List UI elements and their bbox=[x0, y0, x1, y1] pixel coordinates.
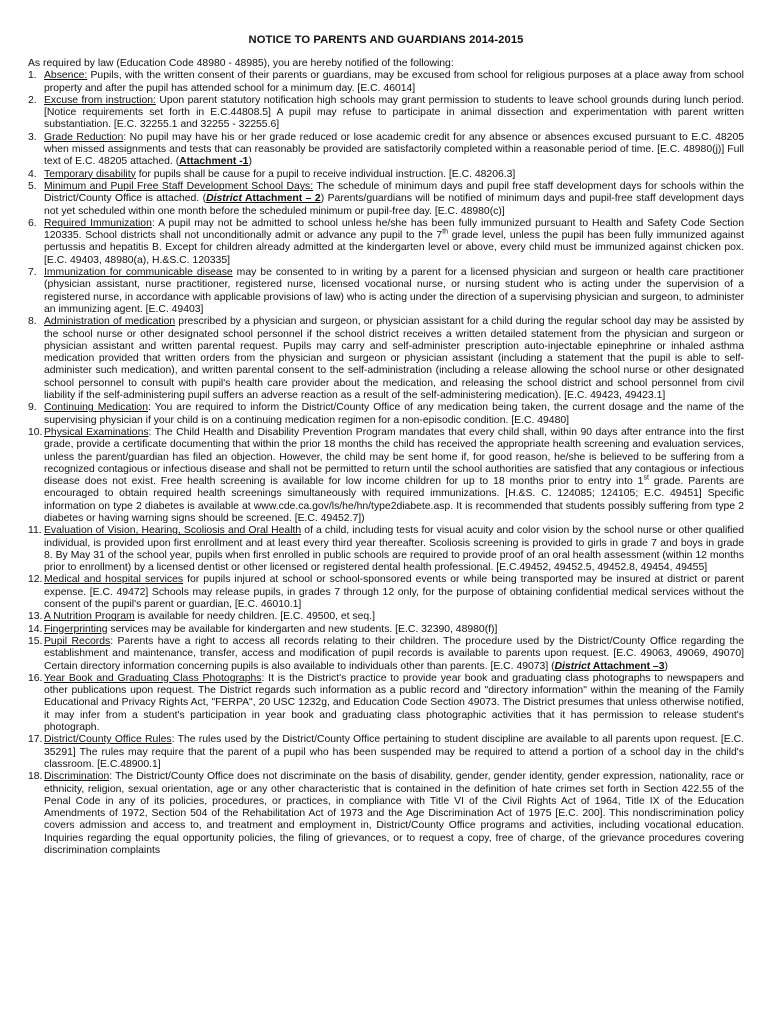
item-number: 12. bbox=[28, 574, 43, 586]
list-item bbox=[28, 525, 744, 574]
list-item bbox=[28, 771, 744, 857]
item-text: : It is the District's practice to provide year book and graduating class photographs to newspapers and other publications upon request. The District regards such information as a public record and "directory information" within the meaning of the Family Educational and Privacy Rights Act, "FERPA", 20 USC 1232g, and Education Code Section 49073. The District presumes that unless otherwise notified, it may infer from a student's participation in year book and graduating class photographic activities that it has permission to release student's photograph. bbox=[44, 672, 745, 734]
item-number: 2. bbox=[28, 94, 37, 106]
item-number: 14. bbox=[28, 623, 43, 635]
notice-list bbox=[28, 70, 744, 857]
item-text: : The Child Health and Disability Prevention Program mandates that every child shall, within 90 days after entrance into the first grade, provide a certificate documenting that within the prior 18 months the child has received the appropriate health screening and evaluation services, unless the parent/guardian has filed an objection. However, the child may be sent home if, for good reason, he/she is believed to be suffering from a recognized contagious or infectious disease and shall not be permitted to return until the school authorities are satisfied that any contagious or infectious disease does not exist. Free health screening is available for low income children for up to 18 months prior to entry into 1 bbox=[44, 426, 745, 488]
item-text: may be consented to in writing by a parent for a licensed physician and surgeon or health care practitioner (physician assistant, nurse practitioner, registered nurse, licensed vocational nurse, or nursing student who is acting under the supervision of a registered nurse, in accordance with applicable provisions of law) who is acting under the direction of a supervising physician and surgeon, to administer an immunizing agent. [E.C. 49403] bbox=[44, 267, 744, 315]
item-heading: Temporary disability bbox=[44, 168, 136, 180]
attachment-ref-prefix: District bbox=[206, 193, 242, 205]
item-text: for pupils injured at school or school-sponsored events or while being transported may be insured at district or parent expense. [E.C. 49472] Schools may release pupils, in grades 7 through 12 only, for the purpose of obtaining confidential medical services without the consent of the pupil's parent or guardian, [E.C. 46010.1] bbox=[44, 574, 744, 611]
item-number: 3. bbox=[28, 131, 37, 143]
item-text: of a child, including tests for visual acuity and color vision by the school nurse or other qualified individual, is provided upon first enrollment and at least every third year thereafter. Scoliosis screening is provided to girls in grade 7 and boys in grade 8. By May 31 of the school year, pupils when first enrolled in public schools are required to provide proof of an oral health assessment (within 12 months prior to enrollment) by a licensed dentist or other licensed or registered dental health professional. [E.C.49452, 49452.5, 49452.8, 49454, 49455] bbox=[44, 525, 745, 574]
item-text: : No pupil may have his or her grade reduced or lose academic credit for any absence or absences excused pursuant to E.C. 48205 when missed assignments and tests that can reasonably be provided are satisfactorily completed within a reasonable period of time. [E.C. 48980(j)] Full text of E.C. 48205 attached. ( bbox=[44, 131, 744, 168]
list-item bbox=[28, 218, 744, 267]
page-title: NOTICE TO PARENTS AND GUARDIANS 2014-2015 bbox=[248, 34, 524, 46]
item-text: : The District/County Office does not discriminate on the basis of disability, gender, gender identity, gender expression, nationality, race or ethnicity, religion, sexual orientation, age or any other characteristic that is contained in the definition of hate crimes set forth in Section 422.55 of the Penal Code in any of its policies, procedures, or practices, in compliance with Title VI of the Civil Rights Act of 1964, Title IX of the Education Amendments of 1972, Section 504 of the Rehabilitation Act of 1973 and the Age Discrimination Act of 1975 [E.C. 200]. This nondiscrimination policy covers admission and access to, and treatment and employment in, District/County Office programs and activities, including vocational education. Inquiries regarding the equal opportunity policies, the filing of grievances, or to request a copy, free of charge, of the grievance procedures covering discrimination complaints bbox=[44, 771, 744, 856]
list-item bbox=[28, 95, 744, 132]
item-heading: A Nutrition Program bbox=[44, 611, 135, 623]
item-text: Pupils, with the written consent of their parents or guardians, may be excused from school for religious purposes at a place away from school property and after the pupil has attended school for a minimum day. [E.C. 46014] bbox=[44, 70, 744, 94]
item-number: 7. bbox=[28, 267, 37, 279]
item-text: : Parents have a right to access all records relating to their children. The procedure used by the District/County Office regarding the establishment and maintenance, transfer, access and modification of pupil records is available to parents upon request. [E.C. 49063, 49069, 49070] Certain directory information concerning pupils is also available to individuals other than parents. [E.C. 49073] ( bbox=[44, 635, 744, 672]
item-heading: District/County Office Rules bbox=[44, 734, 172, 746]
item-number: 13. bbox=[28, 611, 43, 623]
list-item bbox=[28, 181, 744, 218]
item-heading: Minimum and Pupil Free Staff Development School Days: bbox=[44, 180, 314, 192]
item-heading: Discrimination bbox=[44, 771, 110, 783]
item-number: 16. bbox=[28, 672, 43, 684]
item-heading: Excuse from instruction: bbox=[44, 94, 156, 106]
list-item bbox=[28, 636, 744, 673]
item-text-tail: grade level, unless the pupil has been fully immunized against pertussis and hepatitis B. Except for children already admitted at the kindergarten level or above, every child must be immunized against chicken pox. [E.C. 49403, 48980(a), H.&S.C. 120335] bbox=[44, 230, 744, 266]
item-number: 15. bbox=[28, 635, 43, 647]
list-item bbox=[28, 624, 744, 636]
item-text: : A pupil may not be admitted to school unless he/she has been fully immunized pursuant to Health and Safety Code Section 120335. School districts shall not unconditionally admit or advance any pupil to the 7 bbox=[44, 217, 744, 242]
item-number: 17. bbox=[28, 734, 43, 746]
list-item bbox=[28, 574, 744, 611]
list-item bbox=[28, 427, 744, 525]
intro-text: As required by law (Education Code 48980 - 48985), you are hereby notified of the following: bbox=[28, 58, 454, 69]
item-heading: Medical and hospital services bbox=[44, 574, 184, 586]
item-text-tail: grade. Parents are encouraged to obtain required health screenings simultaneously with required immunizations. [H.&S. C. 124085; 124105; E.C. 49451] Specific information on type 2 diabetes is available at www.cde.ca.gov/ls/he/hn/type2diabete.asp. It is recommended that students possibly suffering from type 2 diabetes or having warning signs should be screened. [E.C. 49452.7]) bbox=[44, 476, 745, 524]
item-text: services may be available for kindergarten and new students. [E.C. 32390, 48980(f)] bbox=[107, 623, 498, 635]
list-item bbox=[28, 316, 744, 402]
item-number: 1. bbox=[28, 70, 37, 82]
item-text: is available for needy children. [E.C. 49500, et seq.] bbox=[134, 611, 375, 623]
attachment-ref: Attachment –3 bbox=[590, 660, 665, 672]
item-number: 8. bbox=[28, 316, 37, 328]
item-heading: Evaluation of Vision, Hearing, Scoliosis and Oral Health bbox=[44, 525, 302, 537]
item-number: 11. bbox=[28, 525, 42, 537]
item-text: The schedule of minimum days and pupil free staff development days for schools within the District/County Office is attached. ( bbox=[44, 180, 745, 205]
item-heading: Physical Examinations bbox=[44, 426, 149, 438]
item-number: 18. bbox=[28, 771, 43, 783]
item-text: : You are required to inform the District/County Office of any medication being taken, the current dosage and the name of the supervising physician if your child is on a continuing medication regimen for a non-episodic condition. [E.C. 49480] bbox=[44, 402, 744, 426]
item-heading: Absence: bbox=[44, 70, 88, 82]
item-text-tail: ) bbox=[248, 156, 252, 168]
item-heading: Year Book and Graduating Class Photographs bbox=[44, 672, 262, 684]
attachment-ref: Attachment – 2 bbox=[241, 193, 321, 205]
attachment-ref: Attachment -1 bbox=[179, 156, 249, 168]
item-heading: Continuing Medication bbox=[44, 402, 148, 414]
list-item bbox=[28, 734, 744, 771]
item-heading: Administration of medication bbox=[44, 316, 176, 328]
item-heading: Required Immunization bbox=[44, 217, 152, 229]
item-superscript: st bbox=[643, 474, 649, 482]
list-item bbox=[28, 169, 744, 181]
item-heading: Immunization for communicable disease bbox=[44, 267, 233, 279]
list-item bbox=[28, 402, 744, 427]
item-text: prescribed by a physician and surgeon, or physician assistant for a child during the regular school day may be assisted by the school nurse or other designated school personnel if the school district receives a written detailed statement from the physician and surgeon or physician assistant and written parental request. Pupils may carry and self-administer prescription auto-injectable epinephrine or inhaled asthma medication provided that written orders from the physician and surgeon or physician assistant (including a statement that the pupil is able to self-administer such medication), and written parental consent to the self-administration (including a release allowing the school nurse or other designated school personnel to consult with pupil's health care provider about the medication, and releasing the school district and school personnel from civil liability if the self-administering pupil suffers an adverse reaction as a result of the self-administering medication). [E.C. 49423, 49423.1] bbox=[44, 316, 744, 402]
list-item bbox=[28, 267, 744, 316]
attachment-ref-prefix: District bbox=[554, 660, 591, 672]
item-text: : The rules used by the District/County Office pertaining to student discipline are available to all parents upon request. [E.C. 35291] The rules may require that the parent of a pupil who has been suspended may be required to attend a portion of a school day in the child's classroom. [E.C.48900.1] bbox=[44, 734, 745, 770]
item-number: 9. bbox=[28, 402, 37, 414]
item-heading: Grade Reduction bbox=[44, 131, 124, 143]
item-number: 10. bbox=[28, 426, 43, 438]
item-number: 5. bbox=[28, 180, 37, 192]
item-number: 4. bbox=[28, 168, 37, 180]
item-text-tail: ) bbox=[664, 660, 668, 672]
item-superscript: th bbox=[442, 228, 449, 236]
item-text: Upon parent statutory notification high schools may grant permission to students to leave school grounds during lunch period. [Notice requirements set forth in E.C.44808.5] A pupil may refuse to participate in animal dissection and experimentation with parent written substantiation. [E.C. 32255.1 and 32255 - 32255.6] bbox=[44, 94, 745, 131]
item-heading: Fingerprinting bbox=[44, 623, 108, 635]
list-item bbox=[28, 611, 744, 623]
list-item bbox=[28, 673, 744, 734]
item-text-tail: ) Parents/guardians will be notified of minimum days and pupil-free staff development days not yet scheduled within one month before the scheduled minimum or pupil-free day. [E.C. 48980(c)] bbox=[44, 193, 744, 217]
item-heading: Pupil Records bbox=[44, 635, 111, 647]
item-number: 6. bbox=[28, 217, 37, 229]
list-item bbox=[28, 70, 744, 95]
list-item bbox=[28, 132, 744, 169]
item-text: for pupils shall be cause for a pupil to receive individual instruction. [E.C. 48206.3] bbox=[135, 168, 516, 180]
